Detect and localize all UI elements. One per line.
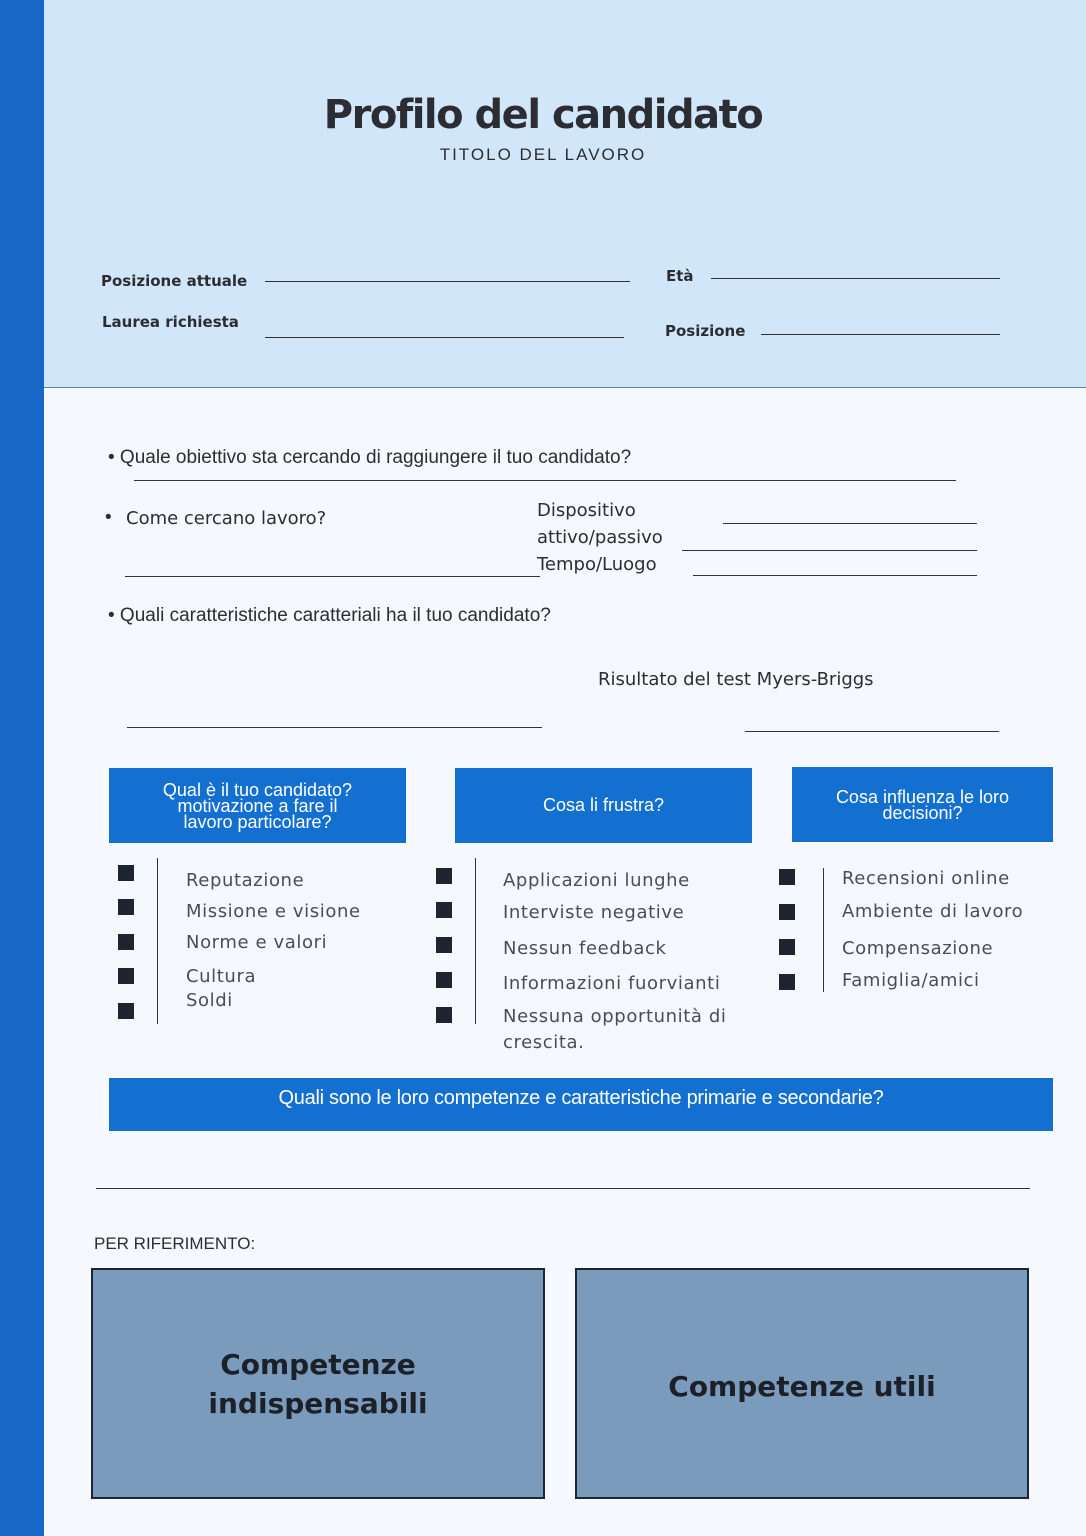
- location-field[interactable]: [761, 334, 1000, 335]
- useful-skills-label: Competenze utili: [668, 1370, 936, 1403]
- essential-skills-line2: indispensabili: [208, 1386, 428, 1420]
- age-field[interactable]: [711, 278, 1000, 279]
- essential-skills-line1: Competenze: [220, 1347, 416, 1381]
- question-job-search: Come cercano lavoro?: [126, 508, 327, 529]
- column-divider: [157, 858, 158, 1024]
- motivation-header-line1: Qual è il tuo candidato?: [162, 779, 353, 800]
- list-item: Nessun feedback: [503, 938, 667, 959]
- influence-header: [792, 767, 1053, 842]
- list-item: Recensioni online: [842, 868, 1010, 889]
- degree-required-field[interactable]: [265, 337, 624, 338]
- list-item: Soldi: [186, 990, 233, 1011]
- checkbox-no-feedback[interactable]: [436, 937, 452, 953]
- job-search-answer-line[interactable]: [125, 576, 540, 577]
- checkbox-family-friends[interactable]: [779, 974, 795, 990]
- label-degree-required: Laurea richiesta: [102, 313, 239, 331]
- motivation-header-line3: lavoro particolare?: [183, 811, 332, 832]
- checkbox-norms[interactable]: [118, 934, 134, 950]
- list-item: Cultura: [186, 966, 257, 987]
- list-item: Compensazione: [842, 938, 994, 959]
- checkbox-money[interactable]: [118, 1003, 134, 1019]
- checkbox-mission[interactable]: [118, 899, 134, 915]
- list-item: Interviste negative: [503, 902, 685, 923]
- list-item: Informazioni fuorvianti: [503, 973, 721, 994]
- label-myers-briggs: Risultato del test Myers-Briggs: [598, 669, 874, 690]
- label-time-place: Tempo/Luogo: [537, 554, 657, 575]
- frustration-header: [455, 768, 752, 843]
- competencies-answer-line[interactable]: [96, 1188, 1030, 1189]
- list-item: Applicazioni lunghe: [503, 870, 690, 891]
- page-subtitle: TITOLO DEL LAVORO: [439, 145, 647, 164]
- column-divider: [475, 858, 476, 1024]
- checkbox-compensation[interactable]: [779, 939, 795, 955]
- checkbox-work-environment[interactable]: [779, 904, 795, 920]
- list-item: Ambiente di lavoro: [842, 901, 1024, 922]
- reference-label: PER RIFERIMENTO:: [94, 1234, 256, 1253]
- page-title: Profilo del candidato: [323, 92, 763, 138]
- checkbox-negative-interviews[interactable]: [436, 902, 452, 918]
- checkbox-reputation[interactable]: [118, 865, 134, 881]
- traits-answer-line[interactable]: [127, 727, 542, 728]
- list-item: Reputazione: [186, 870, 305, 891]
- question-traits: • Quali caratteristiche caratteriali ha il tuo candidato?: [108, 605, 551, 626]
- label-active-passive: attivo/passivo: [537, 527, 663, 548]
- myers-briggs-answer-line[interactable]: [745, 731, 999, 732]
- list-item: Nessuna opportunità di: [503, 1006, 727, 1027]
- current-position-field[interactable]: [265, 281, 630, 282]
- competencies-question: Quali sono le loro competenze e caratteristiche primarie e secondarie?: [278, 1087, 884, 1109]
- active-passive-answer-line[interactable]: [682, 550, 977, 551]
- influence-header-line1: Cosa influenza le loro: [835, 786, 1010, 807]
- list-item: crescita.: [503, 1032, 585, 1053]
- label-current-position: Posizione attuale: [101, 272, 248, 290]
- useful-skills-box: [575, 1268, 1029, 1499]
- influence-header-line2: decisioni?: [882, 802, 963, 823]
- list-item: Missione e visione: [186, 901, 361, 922]
- list-item: Norme e valori: [186, 932, 328, 953]
- device-answer-line[interactable]: [723, 523, 977, 524]
- frustration-header-label: Cosa li frustra?: [542, 795, 665, 815]
- motivation-header-line2: motivazione a fare il: [177, 795, 338, 816]
- objective-answer-line[interactable]: [134, 480, 956, 481]
- checkbox-no-growth[interactable]: [436, 1007, 452, 1023]
- bullet: •: [105, 507, 112, 528]
- checkbox-culture[interactable]: [118, 968, 134, 984]
- checkbox-misleading-info[interactable]: [436, 972, 452, 988]
- essential-skills-box: [91, 1268, 545, 1499]
- column-divider: [823, 868, 824, 992]
- list-item: Famiglia/amici: [842, 970, 980, 991]
- label-device: Dispositivo: [537, 500, 636, 521]
- competencies-question-banner: [109, 1078, 1053, 1131]
- checkbox-online-reviews[interactable]: [779, 869, 795, 885]
- label-location: Posizione: [665, 322, 746, 340]
- left-accent-bar: [0, 0, 44, 1536]
- time-place-answer-line[interactable]: [693, 575, 977, 576]
- question-objective: • Quale obiettivo sta cercando di raggiungere il tuo candidato?: [108, 447, 632, 468]
- label-age: Età: [666, 267, 694, 285]
- motivation-header: [109, 768, 406, 843]
- checkbox-long-applications[interactable]: [436, 868, 452, 884]
